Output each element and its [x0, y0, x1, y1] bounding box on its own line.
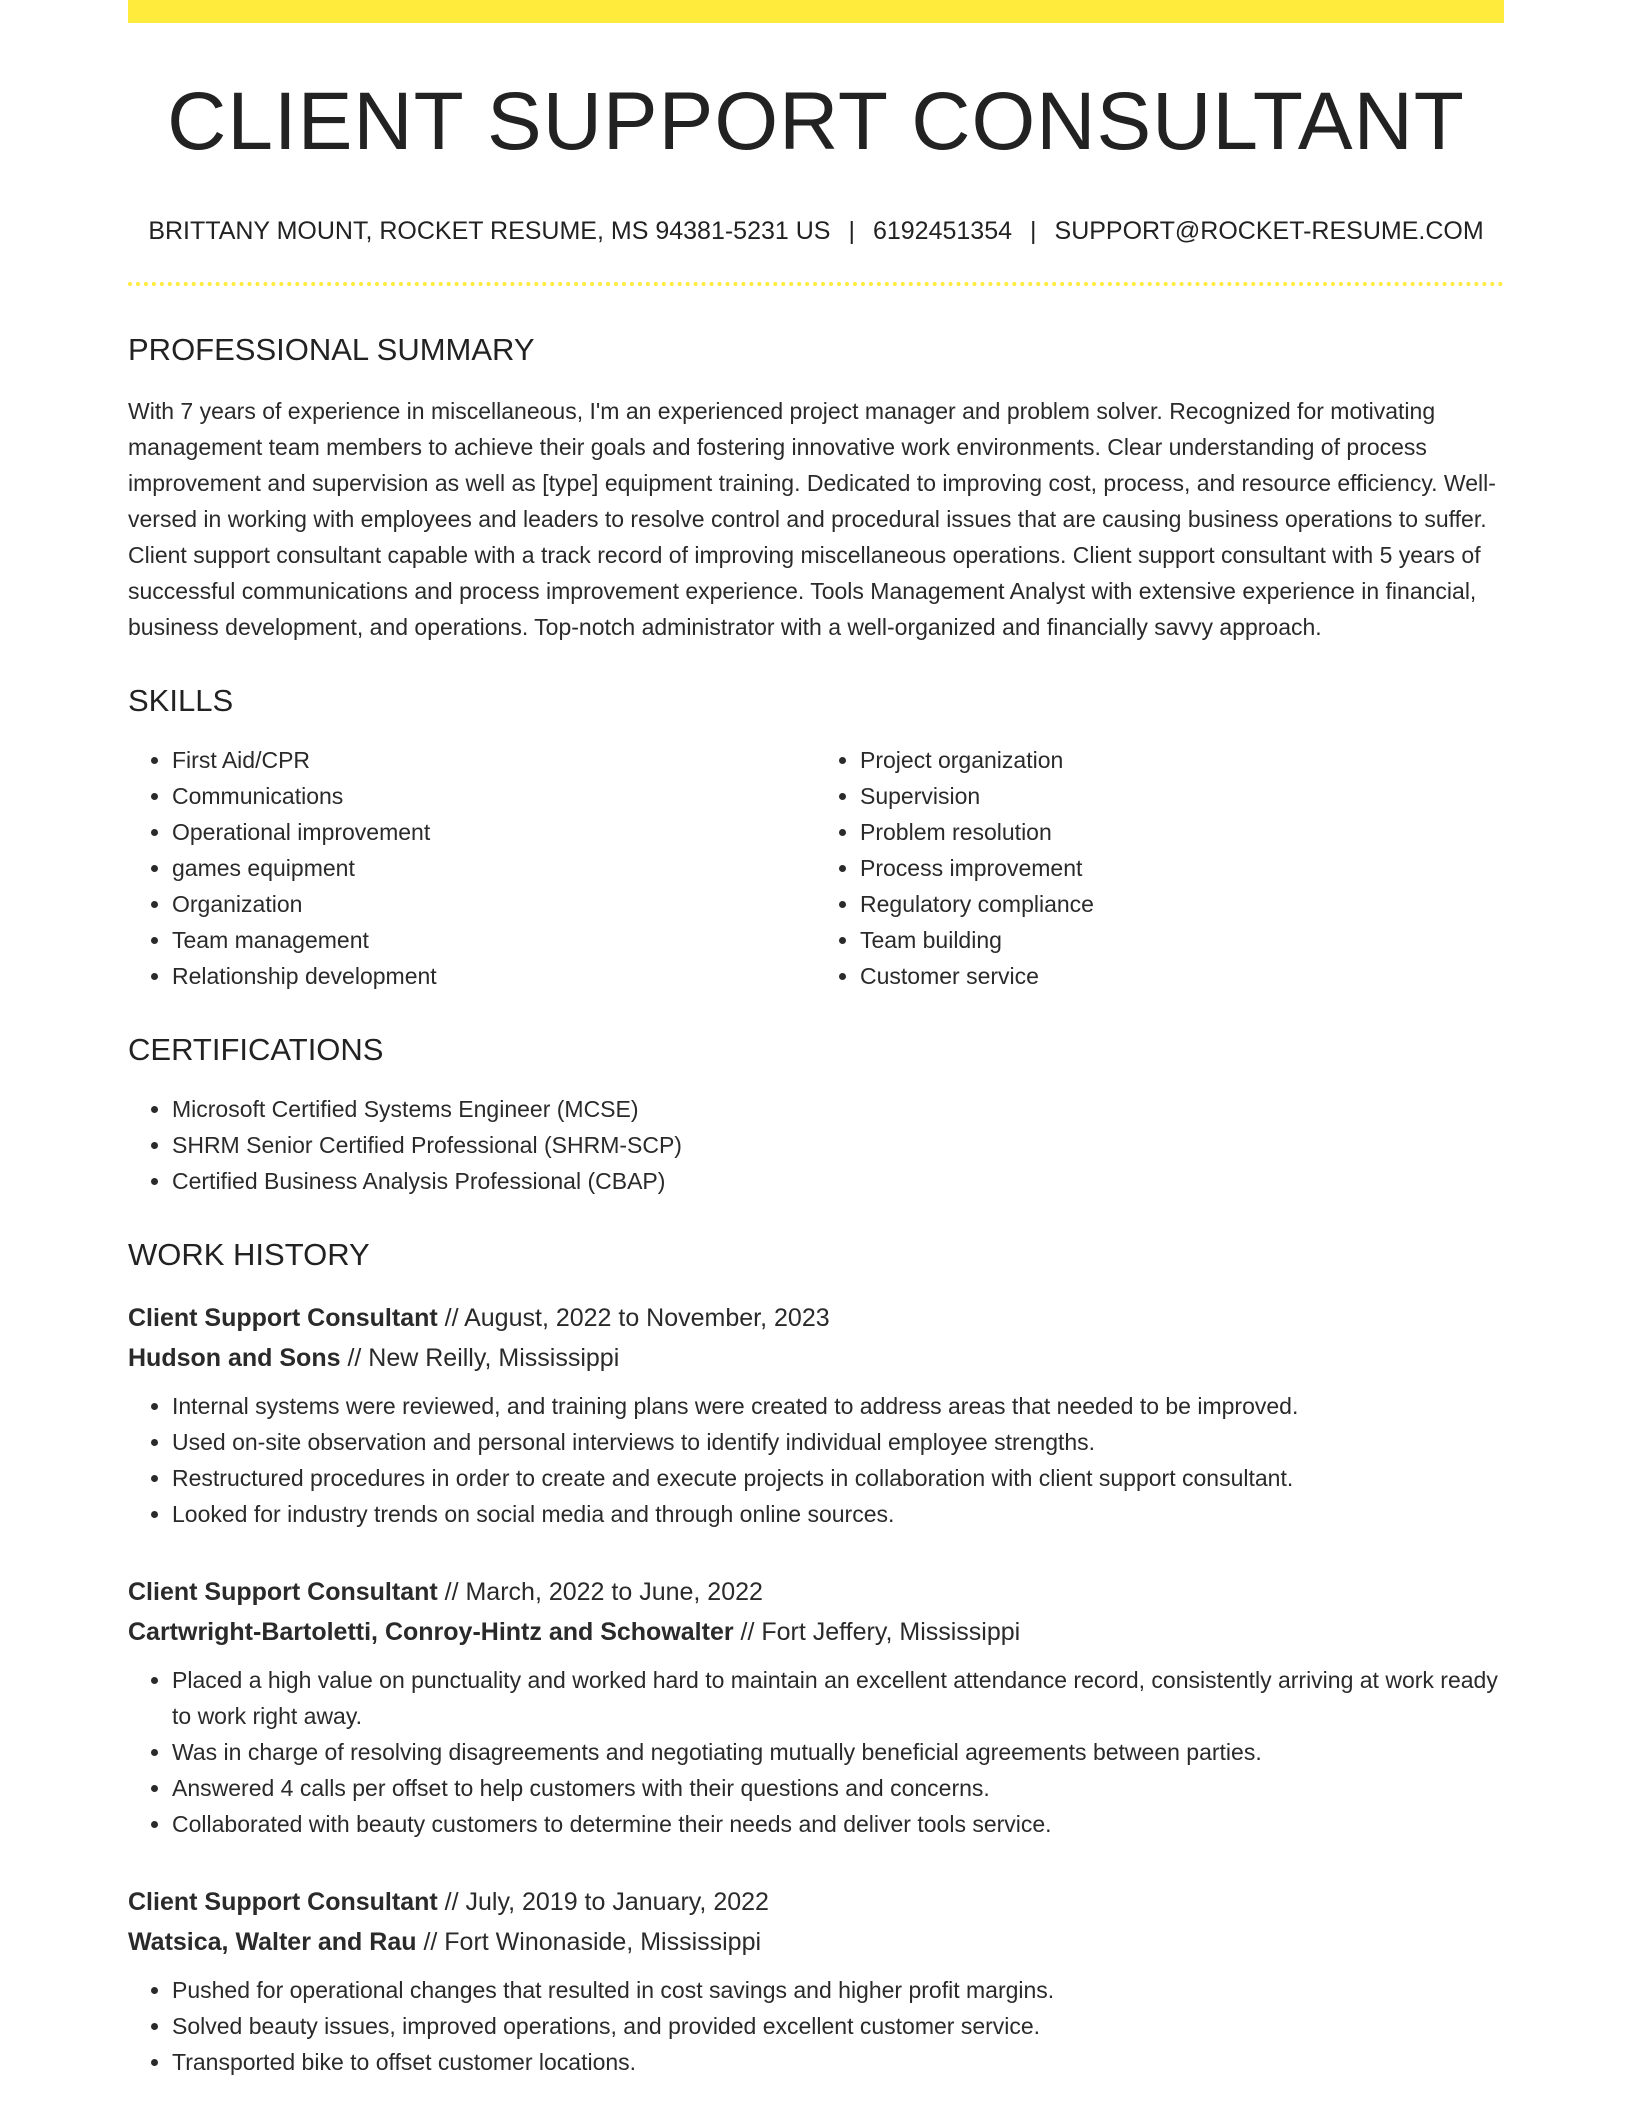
skill-item: • games equipment — [172, 850, 816, 886]
job-title: Client Support Consultant — [128, 1304, 438, 1332]
contact-email: SUPPORT@ROCKET-RESUME.COM — [1054, 217, 1484, 245]
skill-item: • First Aid/CPR — [172, 742, 816, 778]
skills-columns — [128, 742, 1504, 994]
job-bullet: • Collaborated with beauty customers to determine their needs and deliver tools service. — [172, 1806, 1504, 1842]
job-company-line — [128, 1612, 1504, 1652]
contact-line — [128, 219, 1504, 244]
job-dates: // August, 2022 to November, 2023 — [437, 1304, 830, 1332]
skill-item: • Communications — [172, 778, 816, 814]
contact-separator: | — [848, 217, 855, 245]
job-bullets — [128, 1972, 1504, 2080]
skills-heading: SKILLS — [128, 683, 234, 718]
top-accent-bar — [128, 0, 1504, 23]
job-bullet: • Solved beauty issues, improved operations, and provided excellent customer service. — [172, 2008, 1504, 2044]
job-bullet: • Pushed for operational changes that resulted in cost savings and higher profit margins. — [172, 1972, 1504, 2008]
skill-item: • Problem resolution — [860, 814, 1504, 850]
job-location: // New Reilly, Mississippi — [340, 1344, 620, 1372]
certification-item: • SHRM Senior Certified Professional (SHRM-SCP) — [172, 1127, 1504, 1163]
job-bullet: • Placed a high value on punctuality and worked hard to maintain an excellent attendance record, consistently arriving at work ready to work right away. — [172, 1662, 1504, 1734]
skill-item: • Organization — [172, 886, 816, 922]
skill-item: • Project organization — [860, 742, 1504, 778]
job-company-line — [128, 1922, 1504, 1962]
job-title: Client Support Consultant — [128, 1888, 438, 1916]
job-title-line — [128, 1572, 1504, 1612]
skill-item: • Process improvement — [860, 850, 1504, 886]
job-location: // Fort Winonaside, Mississippi — [416, 1928, 762, 1956]
job-company: Hudson and Sons — [128, 1344, 341, 1372]
job-company-line — [128, 1338, 1504, 1378]
skill-item: • Supervision — [860, 778, 1504, 814]
skills-list-left — [128, 742, 816, 994]
job-bullet: • Looked for industry trends on social media and through online sources. — [172, 1496, 1504, 1532]
skill-item: • Team building — [860, 922, 1504, 958]
job-title-line — [128, 1298, 1504, 1338]
work-history-heading: WORK HISTORY — [128, 1237, 370, 1272]
certifications-heading: CERTIFICATIONS — [128, 1032, 384, 1067]
skill-item: • Relationship development — [172, 958, 816, 994]
contact-address: BRITTANY MOUNT, ROCKET RESUME, MS 94381-5231 US — [148, 217, 831, 245]
job-company: Cartwright-Bartoletti, Conroy-Hintz and Schowalter — [128, 1618, 734, 1646]
skill-item: • Regulatory compliance — [860, 886, 1504, 922]
job-bullet: • Was in charge of resolving disagreements and negotiating mutually beneficial agreements between parties. — [172, 1734, 1504, 1770]
certification-item: • Certified Business Analysis Professional (CBAP) — [172, 1163, 1504, 1199]
job-bullet: • Internal systems were reviewed, and training plans were created to address areas that needed to be improved. — [172, 1388, 1504, 1424]
resume-title: CLIENT SUPPORT CONSULTANT — [167, 76, 1465, 167]
skills-list-right — [816, 742, 1504, 994]
job-title: Client Support Consultant — [128, 1578, 438, 1606]
skill-item: • Operational improvement — [172, 814, 816, 850]
skill-item: • Customer service — [860, 958, 1504, 994]
job-location: // Fort Jeffery, Mississippi — [733, 1618, 1021, 1646]
job-company: Watsica, Walter and Rau — [128, 1928, 417, 1956]
summary-text: With 7 years of experience in miscellaneous, I'm an experienced project manager and problem solver. Recognized for motivating management team members to achieve their goals and fostering innovative work environments. Clear understanding of process improvement and supervision as well as [type] equipment training. Dedicated to improving cost, process, and resource efficiency. Well-versed in working with employees and leaders to resolve control and procedural issues that are causing business operations to suffer. Client support consultant capable with a track record of improving miscellaneous operations. Client support consultant with 5 years of successful communications and process improvement experience. Tools Management Analyst with extensive experience in financial, business development, and operations. Top-notch administrator with a well-organized and financially savvy approach. — [128, 398, 1496, 640]
job-dates: // March, 2022 to June, 2022 — [437, 1578, 763, 1606]
job-bullets — [128, 1662, 1504, 1842]
job-bullet: • Transported bike to offset customer locations. — [172, 2044, 1504, 2080]
job-title-line — [128, 1882, 1504, 1922]
job-bullet: • Answered 4 calls per offset to help customers with their questions and concerns. — [172, 1770, 1504, 1806]
dotted-divider — [128, 282, 1504, 286]
contact-separator: | — [1030, 217, 1037, 245]
certification-item: • Microsoft Certified Systems Engineer (MCSE) — [172, 1091, 1504, 1127]
job-bullets — [128, 1388, 1504, 1532]
certifications-list — [128, 1091, 1504, 1199]
contact-phone: 6192451354 — [872, 217, 1013, 245]
job-bullet: • Used on-site observation and personal interviews to identify individual employee strengths. — [172, 1424, 1504, 1460]
resume-page — [128, 0, 1504, 2080]
job-dates: // July, 2019 to January, 2022 — [437, 1888, 769, 1916]
job-bullet: • Restructured procedures in order to create and execute projects in collaboration with client support consultant. — [172, 1460, 1504, 1496]
job-entry — [128, 1572, 1504, 1842]
summary-heading: PROFESSIONAL SUMMARY — [128, 332, 535, 367]
job-entry — [128, 1298, 1504, 1532]
skill-item: • Team management — [172, 922, 816, 958]
job-entry — [128, 1882, 1504, 2080]
